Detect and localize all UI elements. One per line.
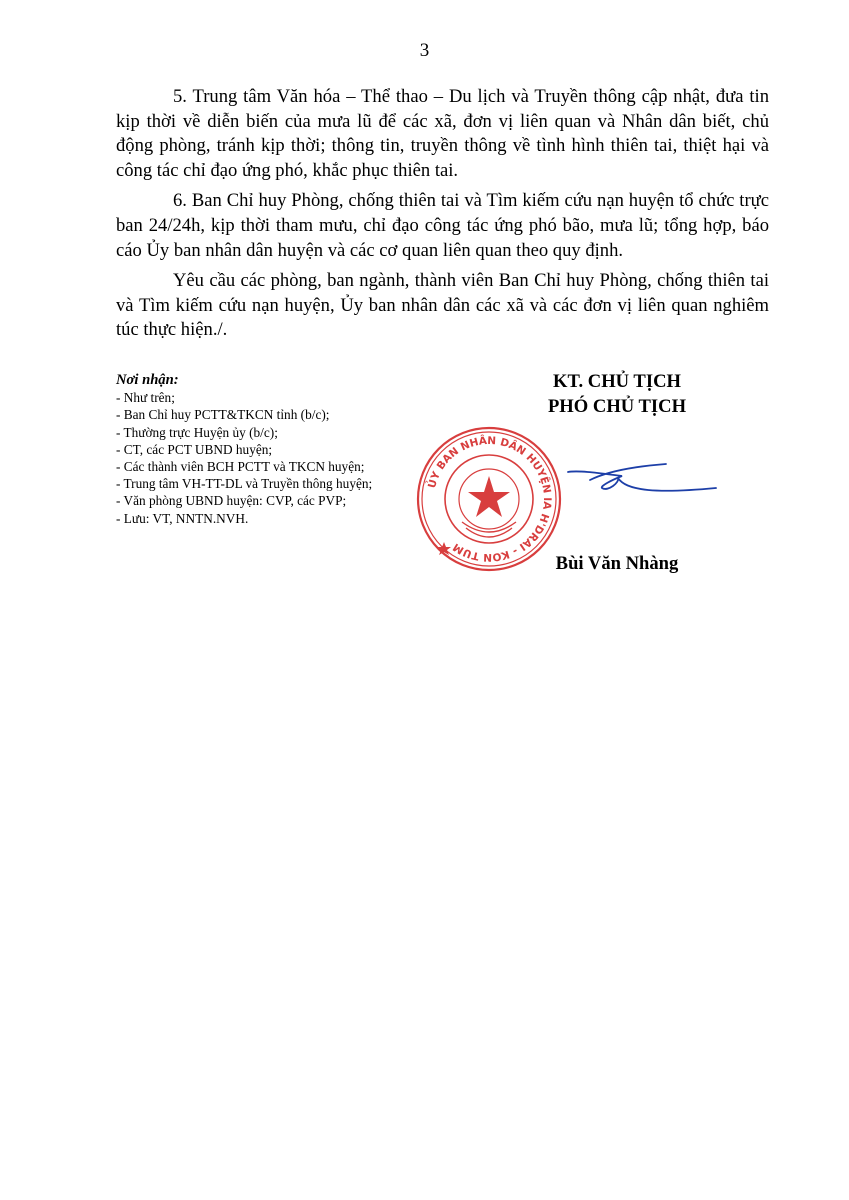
recipient-item: - Như trên;	[116, 390, 175, 406]
handwritten-signature	[560, 458, 720, 518]
paragraph-6: 6. Ban Chỉ huy Phòng, chống thiên tai và Tìm kiếm cứu nạn huyện tổ chức trực ban 24/24h, kịp thời tham mưu, chỉ đạo công tác ứng phó bão, mưa lũ; tổng hợp, báo cáo Ủy ban nhân dân huyện và các cơ quan liên quan theo quy định.	[116, 190, 769, 261]
recipient-item: - Các thành viên BCH PCTT và TKCN huyện;	[116, 459, 365, 475]
recipient-item: - Văn phòng UBND huyện: CVP, các PVP;	[116, 493, 347, 509]
document-body	[116, 85, 769, 349]
page-number: 3	[419, 40, 430, 61]
recipients-list	[116, 372, 446, 527]
paragraph-request: Yêu cầu các phòng, ban ngành, thành viên Ban Chỉ huy Phòng, chống thiên tai và Tìm kiếm cứu nạn huyện, Ủy ban nhân dân các xã và các đơn vị liên quan nghiêm túc thực hiện./.	[116, 270, 769, 341]
recipient-item: - Thường trực Huyện ủy (b/c);	[116, 424, 278, 440]
signature-title-line1: KT. CHỦ TỊCH	[553, 371, 681, 392]
signature-block	[492, 369, 742, 419]
recipient-item: - Ban Chỉ huy PCTT&TKCN tỉnh (b/c);	[116, 407, 330, 423]
paragraph-5: 5. Trung tâm Văn hóa – Thể thao – Du lịch và Truyền thông cập nhật, đưa tin kịp thời về diễn biến của mưa lũ để các xã, đơn vị liên quan và Nhân dân biết, chủ động phòng, tránh kịp thời; thông tin, truyền thông về tình hình thiên tai, thiệt hại và công tác chỉ đạo ứng phó, khắc phục thiên tai.	[116, 86, 769, 181]
recipient-item: - Lưu: VT, NNTN.NVH.	[116, 510, 249, 526]
signer-name: Bùi Văn Nhàng	[555, 553, 679, 574]
recipient-item: - CT, các PCT UBND huyện;	[116, 441, 273, 457]
official-seal	[414, 424, 564, 574]
recipient-item: - Trung tâm VH-TT-DL và Truyền thông huyện;	[116, 476, 373, 492]
seal-text: ỦY BAN NHÂN DÂN HUYỆN IA H'DRAI - KON TUM	[426, 434, 554, 564]
signature-title-line2: PHÓ CHỦ TỊCH	[547, 396, 687, 417]
recipients-heading: Nơi nhận:	[116, 372, 179, 388]
